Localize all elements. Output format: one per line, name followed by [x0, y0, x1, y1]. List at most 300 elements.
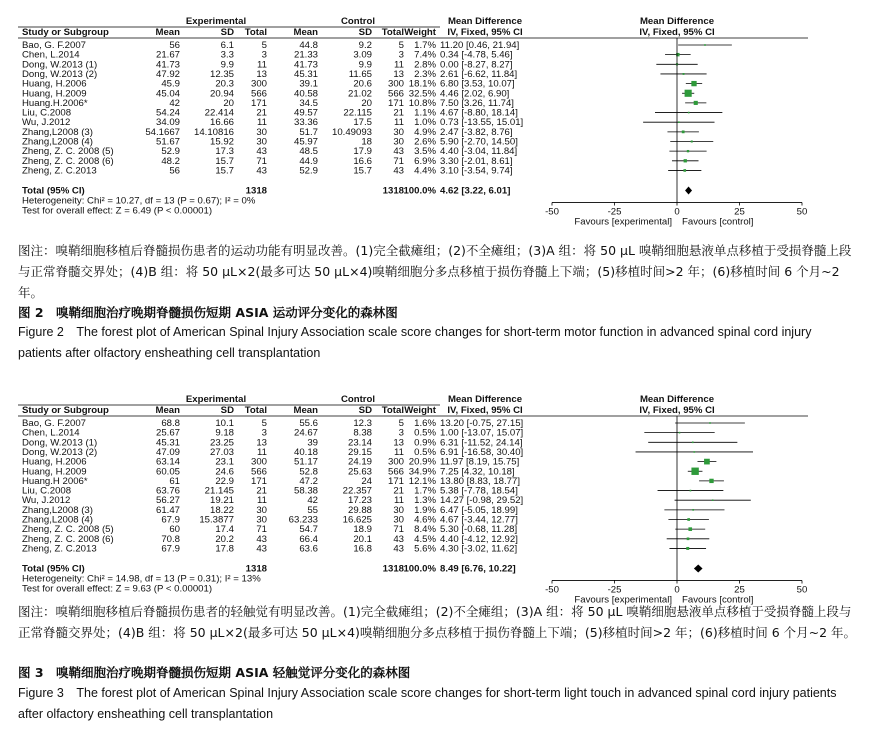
- md-ci: 7.25 [4.32, 10.18]: [440, 466, 515, 478]
- overall-effect: Test for overall effect: Z = 6.49 (P < 0.00001): [22, 205, 213, 217]
- exp-mean: 51.67: [155, 136, 180, 148]
- exp-sd: 12.35: [209, 68, 234, 80]
- weight: 4.9%: [414, 126, 436, 138]
- weight: 1.7%: [414, 485, 436, 497]
- favours-control: Favours [control]: [682, 594, 754, 606]
- heterogeneity: Heterogeneity: Chi² = 10.27, df = 13 (P = 0.67); I² = 0%: [22, 195, 256, 207]
- exp-total: 30: [256, 136, 267, 148]
- ctrl-mean: 48.5: [299, 146, 318, 158]
- exp-total: 11: [257, 59, 267, 71]
- exp-sd: 9.18: [215, 427, 234, 439]
- exp-sd: 15.3877: [199, 514, 234, 526]
- total-md-ci: 4.62 [3.22, 6.01]: [440, 185, 511, 197]
- study-name: Dong, W.2013 (2): [22, 446, 98, 458]
- weight: 12.1%: [408, 475, 436, 487]
- ctrl-total: 300: [387, 78, 404, 90]
- point-estimate-marker: [683, 73, 685, 75]
- exp-mean: 41.73: [155, 59, 180, 71]
- ctrl-mean: 34.5: [299, 97, 318, 109]
- md-ci: 11.97 [8.19, 15.75]: [440, 456, 520, 468]
- ctrl-mean: 58.38: [293, 485, 318, 497]
- point-estimate-marker: [687, 150, 689, 152]
- study-name: Liu, C.2008: [22, 485, 72, 497]
- weight: 0.5%: [414, 446, 436, 458]
- ctrl-mean: 40.58: [293, 88, 318, 100]
- total-weight: 100.0%: [403, 185, 436, 197]
- ctrl-total: 30: [393, 136, 404, 148]
- favours-control: Favours [control]: [682, 216, 754, 228]
- col-plot-method: IV, Fixed, 95% CI: [639, 405, 715, 416]
- exp-sd: 17.3: [215, 146, 234, 158]
- exp-mean: 21.67: [155, 49, 180, 61]
- header-control: Control: [340, 16, 376, 27]
- weight: 1.7%: [414, 40, 436, 51]
- figure-3-caption: 图注：嗅鞘细胞移植后脊髓损伤患者的轻触觉有明显改善。(1)完全截瘫组；(2)不全瘫组；(3)A 组：将 50 μL 嗅鞘细胞悬液单点移植于受损脊髓上段与正常脊髓交界处；(4)B 组：将 50 μL×2(最多可达 50 μL×4)嗅鞘细胞分多点移植于损伤脊髓上下端；(5)移植时间>2 年；(6)移植时间 6 个月~2 年。: [18, 604, 857, 640]
- ctrl-mean: 63.6: [299, 543, 318, 555]
- exp-sd: 22.414: [204, 107, 234, 119]
- exp-total: 13: [256, 68, 267, 80]
- point-estimate-marker: [693, 451, 695, 453]
- x-tick-label: 50: [796, 584, 808, 596]
- ctrl-mean: 24.67: [293, 427, 318, 439]
- col-sd-2: SD: [358, 405, 372, 416]
- study-name: Huang, H.2009: [22, 88, 87, 100]
- header-mean-difference: Mean Difference: [447, 16, 523, 27]
- ctrl-mean: 39: [307, 437, 318, 449]
- col-md-method: IV, Fixed, 95% CI: [447, 405, 523, 416]
- header-mean-difference: Mean Difference: [447, 394, 523, 405]
- md-ci: 6.31 [-11.52, 24.14]: [440, 437, 523, 449]
- exp-mean: 56: [169, 40, 180, 51]
- exp-total: 21: [256, 107, 267, 119]
- col-total-1: Total: [244, 27, 267, 38]
- figure-2-caption: 图注：嗅鞘细胞移植后脊髓损伤患者的运动功能有明显改善。(1)完全截瘫组；(2)不全瘫组；(3)A 组：将 50 μL 嗅鞘细胞悬液单点移植于受损脊髓上段与正常脊髓交界处；(4)B 组：将 50 μL×2(最多可达 50 μL×4)嗅鞘细胞分多点移植于损伤脊髓上下端；(5)移植时间>2 年；(6)移植时间 6 个月~2 年。: [18, 243, 852, 300]
- study-name: Huang.H.2006*: [22, 97, 88, 109]
- col-sd-1: SD: [220, 405, 234, 416]
- ctrl-mean: 42: [307, 495, 318, 507]
- ctrl-total: 3: [398, 49, 404, 61]
- col-weight: Weight: [404, 27, 436, 38]
- md-ci: 3.10 [-3.54, 9.74]: [440, 165, 513, 177]
- exp-sd: 17.8: [215, 543, 234, 555]
- study-name: Huang.H 2006*: [22, 475, 88, 487]
- ctrl-sd: 17.5: [353, 117, 372, 129]
- header-control: Control: [340, 394, 376, 405]
- ctrl-mean: 52.8: [299, 466, 318, 478]
- weight: 5.6%: [414, 543, 436, 555]
- point-estimate-marker: [688, 112, 690, 114]
- weight: 6.9%: [414, 155, 436, 167]
- favours-experimental: Favours [experimental]: [574, 216, 672, 228]
- ctrl-total: 11: [394, 446, 404, 458]
- exp-mean: 63.14: [155, 456, 180, 468]
- study-name: Zhang,L2008 (4): [22, 514, 93, 526]
- exp-total: 30: [256, 126, 267, 138]
- md-ci: 5.30 [-0.68, 11.28]: [440, 524, 518, 536]
- ctrl-mean: 51.17: [293, 456, 318, 468]
- exp-mean: 45.04: [155, 88, 180, 100]
- ctrl-mean: 52.9: [299, 165, 318, 177]
- md-ci: 2.61 [-6.62, 11.84]: [440, 68, 518, 80]
- exp-mean: 61.47: [155, 504, 180, 516]
- weight: 8.4%: [414, 524, 436, 536]
- ctrl-mean: 41.73: [293, 59, 318, 71]
- exp-total: 30: [256, 504, 267, 516]
- ctrl-sd: 21.02: [347, 88, 372, 100]
- exp-mean: 56: [169, 165, 180, 177]
- exp-mean: 61: [169, 475, 180, 487]
- study-name: Chen, L.2014: [22, 427, 80, 439]
- x-tick-label: -25: [607, 206, 622, 218]
- header-experimental: Experimental: [185, 16, 247, 27]
- study-name: Zheng, Z. C. 2008 (5): [22, 146, 114, 158]
- exp-mean: 25.67: [155, 427, 180, 439]
- exp-sd: 24.6: [215, 466, 234, 478]
- ctrl-mean: 54.7: [299, 524, 318, 536]
- study-name: Zheng, Z. C. 2008 (6): [22, 533, 114, 545]
- col-weight: Weight: [404, 405, 436, 416]
- ctrl-mean: 49.57: [293, 107, 318, 119]
- ctrl-sd: 20.1: [353, 533, 372, 545]
- md-ci: 13.20 [-0.75, 27.15]: [440, 418, 524, 429]
- ctrl-total: 300: [387, 456, 404, 468]
- exp-total: 11: [257, 117, 267, 129]
- col-study: Study or Subgroup: [22, 405, 109, 416]
- figure-2-title-en: Figure 2 The forest plot of American Spinal Injury Association scale score changes for short-term motor function in advanced spinal cord injury patients after olfactory ensheathing cell transplantation: [18, 325, 812, 360]
- point-estimate-marker: [690, 490, 692, 492]
- weight: 1.0%: [414, 117, 436, 129]
- weight: 18.1%: [408, 78, 436, 90]
- md-ci: 0.34 [-4.78, 5.46]: [440, 49, 513, 61]
- weight: 0.5%: [414, 427, 436, 439]
- ctrl-total: 11: [394, 117, 404, 129]
- weight: 4.6%: [414, 514, 436, 526]
- exp-total: 30: [256, 514, 267, 526]
- study-name: Liu, C.2008: [22, 107, 72, 119]
- md-ci: 5.90 [-2.70, 14.50]: [440, 136, 518, 148]
- ctrl-mean: 55.6: [299, 418, 318, 429]
- study-name: Zheng, Z. C.2013: [22, 543, 97, 555]
- total-ctrl-n: 1318: [382, 185, 404, 197]
- figure-3-title-zh: 图 3 嗅鞘细胞治疗晚期脊髓损伤短期 ASIA 轻触觉评分变化的森林图: [18, 665, 411, 680]
- md-ci: 0.73 [-13.55, 15.01]: [440, 117, 524, 129]
- pooled-diamond: [694, 564, 703, 572]
- study-name: Zhang,L2008 (4): [22, 136, 93, 148]
- exp-mean: 70.8: [161, 533, 180, 545]
- x-tick-label: 0: [674, 206, 680, 218]
- exp-mean: 67.9: [161, 514, 180, 526]
- ctrl-sd: 15.7: [353, 165, 372, 177]
- header-plot-title: Mean Difference: [639, 394, 715, 405]
- ctrl-mean: 44.9: [299, 155, 318, 167]
- col-mean-1: Mean: [155, 405, 180, 416]
- col-total-2: Total: [381, 405, 404, 416]
- exp-total: 3: [261, 427, 267, 439]
- md-ci: 13.80 [8.83, 18.77]: [440, 475, 521, 487]
- col-md-method: IV, Fixed, 95% CI: [447, 27, 523, 38]
- exp-mean: 45.9: [161, 78, 180, 90]
- ctrl-sd: 29.15: [347, 446, 372, 458]
- point-estimate-marker: [691, 468, 698, 475]
- ctrl-total: 566: [387, 466, 404, 478]
- ctrl-total: 21: [393, 485, 404, 497]
- study-name: Zheng, Z. C.2013: [22, 165, 97, 177]
- ctrl-total: 43: [393, 533, 404, 545]
- ctrl-sd: 17.9: [353, 146, 372, 158]
- exp-mean: 47.92: [155, 68, 180, 80]
- ctrl-total: 11: [394, 495, 404, 507]
- exp-mean: 68.8: [161, 418, 180, 429]
- ctrl-sd: 16.625: [342, 514, 372, 526]
- point-estimate-marker: [687, 537, 690, 540]
- ctrl-sd: 11.65: [348, 68, 372, 80]
- exp-mean: 45.31: [155, 437, 180, 449]
- weight: 1.3%: [414, 495, 436, 507]
- x-tick-label: 0: [674, 584, 680, 596]
- exp-sd: 10.1: [215, 418, 234, 429]
- study-name: Zheng, Z. C. 2008 (5): [22, 524, 114, 536]
- ctrl-sd: 12.3: [353, 418, 372, 429]
- exp-total: 43: [256, 533, 267, 545]
- md-ci: 4.40 [-3.04, 11.84]: [440, 146, 518, 158]
- ctrl-total: 43: [393, 165, 404, 177]
- total-md-ci: 8.49 [6.76, 10.22]: [440, 563, 516, 575]
- x-tick-label: 50: [796, 206, 808, 218]
- exp-total: 43: [256, 146, 267, 158]
- pooled-diamond: [685, 186, 692, 194]
- figure-2-title-zh: 图 2 嗅鞘细胞治疗晚期脊髓损伤短期 ASIA 运动评分变化的森林图: [18, 305, 398, 320]
- ctrl-sd: 9.9: [358, 59, 372, 71]
- col-mean-1: Mean: [155, 27, 180, 38]
- exp-sd: 14.10816: [193, 126, 234, 138]
- ctrl-sd: 20.6: [353, 78, 372, 90]
- x-tick-label: 25: [734, 206, 745, 218]
- forest-plot-2-svg: [0, 0, 872, 232]
- x-tick-label: -50: [545, 584, 559, 596]
- total-weight: 100.0%: [403, 563, 436, 575]
- point-estimate-marker: [694, 101, 698, 105]
- point-estimate-marker: [704, 459, 710, 465]
- point-estimate-marker: [684, 159, 687, 162]
- exp-mean: 48.2: [161, 155, 180, 167]
- md-ci: 5.38 [-7.78, 18.54]: [440, 485, 518, 497]
- exp-total: 566: [250, 88, 267, 100]
- md-ci: 3.30 [-2.01, 8.61]: [440, 155, 513, 167]
- ctrl-total: 30: [393, 504, 404, 516]
- point-estimate-marker: [682, 130, 685, 133]
- col-sd-1: SD: [220, 27, 234, 38]
- exp-total: 171: [250, 475, 267, 487]
- exp-mean: 54.1667: [145, 126, 180, 138]
- exp-total: 43: [256, 165, 267, 177]
- ctrl-total: 5: [398, 418, 404, 429]
- favours-experimental: Favours [experimental]: [574, 594, 672, 606]
- point-estimate-marker: [692, 509, 694, 511]
- study-name: Zhang,L2008 (3): [22, 126, 93, 138]
- exp-sd: 23.1: [215, 456, 234, 468]
- md-ci: 6.80 [3.53, 10.07]: [440, 78, 515, 90]
- ctrl-total: 566: [387, 88, 404, 100]
- weight: 2.3%: [414, 68, 436, 80]
- exp-sd: 27.03: [209, 446, 234, 458]
- ctrl-total: 43: [393, 146, 404, 158]
- point-estimate-marker: [686, 547, 689, 550]
- ctrl-sd: 18: [361, 136, 372, 148]
- study-name: Dong, W.2013 (2): [22, 68, 98, 80]
- header-plot-title: Mean Difference: [639, 16, 715, 27]
- point-estimate-marker: [692, 442, 694, 444]
- col-total-1: Total: [244, 405, 267, 416]
- ctrl-total: 3: [398, 427, 404, 439]
- ctrl-mean: 33.36: [293, 117, 318, 129]
- exp-sd: 15.7: [215, 165, 234, 177]
- header-experimental: Experimental: [185, 394, 247, 405]
- ctrl-mean: 66.4: [299, 533, 318, 545]
- point-estimate-marker: [679, 432, 681, 434]
- col-mean-2: Mean: [293, 405, 318, 416]
- study-name: Huang, H.2006: [22, 78, 87, 90]
- ctrl-total: 71: [393, 524, 404, 536]
- md-ci: 14.27 [-0.98, 29.52]: [440, 495, 524, 507]
- exp-sd: 15.7: [215, 155, 234, 167]
- ctrl-sd: 16.6: [353, 155, 372, 167]
- weight: 1.1%: [414, 107, 436, 119]
- study-name: Zhang,L2008 (3): [22, 504, 93, 516]
- ctrl-sd: 24: [361, 475, 372, 487]
- exp-sd: 20: [223, 97, 234, 109]
- exp-mean: 52.9: [161, 146, 180, 158]
- weight: 4.5%: [414, 533, 436, 545]
- total-exp-n: 1318: [245, 563, 267, 575]
- ctrl-mean: 39.1: [299, 78, 318, 90]
- exp-sd: 20.94: [209, 88, 234, 100]
- md-ci: 6.47 [-5.05, 18.99]: [440, 504, 518, 516]
- heterogeneity: Heterogeneity: Chi² = 14.98, df = 13 (P = 0.31); I² = 13%: [22, 573, 261, 585]
- ctrl-sd: 8.38: [353, 427, 372, 439]
- ctrl-sd: 10.49093: [331, 126, 372, 138]
- md-ci: 0.00 [-8.27, 8.27]: [440, 59, 513, 71]
- ctrl-sd: 17.23: [347, 495, 372, 507]
- ctrl-sd: 3.09: [353, 49, 372, 61]
- weight: 0.9%: [414, 437, 436, 449]
- study-name: Bao, G. F.2007: [22, 40, 86, 51]
- exp-total: 11: [257, 446, 267, 458]
- exp-mean: 54.24: [155, 107, 180, 119]
- md-ci: 4.30 [-3.02, 11.62]: [440, 543, 518, 555]
- point-estimate-marker: [683, 169, 686, 172]
- exp-mean: 42: [169, 97, 180, 109]
- total-label: Total (95% CI): [22, 185, 85, 197]
- exp-sd: 23.25: [209, 437, 234, 449]
- col-sd-2: SD: [358, 27, 372, 38]
- weight: 3.5%: [414, 146, 436, 158]
- col-plot-method: IV, Fixed, 95% CI: [639, 27, 715, 38]
- weight: 2.6%: [414, 136, 436, 148]
- total-label: Total (95% CI): [22, 563, 85, 575]
- exp-sd: 19.21: [209, 495, 234, 507]
- point-estimate-marker: [709, 422, 711, 424]
- point-estimate-marker: [704, 44, 706, 46]
- exp-sd: 15.92: [209, 136, 234, 148]
- exp-total: 300: [250, 78, 267, 90]
- md-ci: 1.00 [-13.07, 15.07]: [440, 427, 524, 439]
- exp-sd: 17.4: [215, 524, 234, 536]
- exp-sd: 18.22: [209, 504, 234, 516]
- exp-total: 5: [261, 418, 267, 429]
- ctrl-mean: 51.7: [299, 126, 318, 138]
- ctrl-mean: 55: [307, 504, 318, 516]
- ctrl-total: 13: [393, 437, 404, 449]
- md-ci: 6.91 [-16.58, 30.40]: [440, 446, 524, 458]
- exp-sd: 20.2: [215, 533, 234, 545]
- weight: 10.8%: [408, 97, 436, 109]
- total-exp-n: 1318: [245, 185, 267, 197]
- exp-mean: 60: [169, 524, 180, 536]
- point-estimate-marker: [709, 479, 713, 483]
- ctrl-total: 43: [393, 543, 404, 555]
- point-estimate-marker: [691, 140, 693, 142]
- ctrl-sd: 29.88: [347, 504, 372, 516]
- ctrl-total: 21: [393, 107, 404, 119]
- exp-sd: 16.66: [209, 117, 234, 129]
- ctrl-sd: 24.19: [347, 456, 372, 468]
- ctrl-total: 30: [393, 514, 404, 526]
- point-estimate-marker: [712, 499, 714, 501]
- md-ci: 2.47 [-3.82, 8.76]: [440, 126, 513, 138]
- exp-total: 5: [261, 40, 267, 51]
- ctrl-sd: 20: [361, 97, 372, 109]
- ctrl-total: 5: [398, 40, 404, 51]
- study-name: Wu, J.2012: [22, 495, 71, 507]
- exp-sd: 22.9: [215, 475, 234, 487]
- ctrl-sd: 23.14: [347, 437, 372, 449]
- exp-sd: 20.3: [215, 78, 234, 90]
- study-name: Bao, G. F.2007: [22, 418, 86, 429]
- weight: 20.9%: [408, 456, 436, 468]
- x-tick-label: -50: [545, 206, 559, 218]
- ctrl-sd: 16.8: [353, 543, 372, 555]
- md-ci: 4.46 [2.02, 6.90]: [440, 88, 510, 100]
- weight: 4.4%: [414, 165, 436, 177]
- ctrl-mean: 40.18: [293, 446, 318, 458]
- md-ci: 11.20 [0.46, 21.94]: [440, 40, 520, 51]
- ctrl-sd: 22.357: [342, 485, 372, 497]
- exp-sd: 9.9: [220, 59, 234, 71]
- study-name: Chen, L.2014: [22, 49, 80, 61]
- point-estimate-marker: [685, 90, 692, 97]
- ctrl-mean: 45.97: [293, 136, 318, 148]
- exp-sd: 6.1: [220, 40, 234, 51]
- exp-total: 11: [257, 495, 267, 507]
- exp-total: 13: [256, 437, 267, 449]
- x-tick-label: 25: [734, 584, 745, 596]
- forest-plot-figure-2: [0, 0, 872, 232]
- point-estimate-marker: [678, 121, 680, 123]
- ctrl-total: 11: [394, 59, 404, 71]
- ctrl-mean: 45.31: [293, 68, 318, 80]
- study-name: Dong, W.2013 (1): [22, 437, 98, 449]
- study-name: Huang, H.2009: [22, 466, 87, 478]
- weight: 32.5%: [408, 88, 436, 100]
- ctrl-total: 71: [393, 155, 404, 167]
- ctrl-sd: 18.9: [353, 524, 372, 536]
- weight: 2.8%: [414, 59, 436, 71]
- weight: 7.4%: [414, 49, 436, 61]
- ctrl-sd: 22.115: [343, 107, 372, 119]
- weight: 1.6%: [414, 418, 436, 429]
- exp-mean: 47.09: [155, 446, 180, 458]
- ctrl-mean: 44.8: [299, 40, 318, 51]
